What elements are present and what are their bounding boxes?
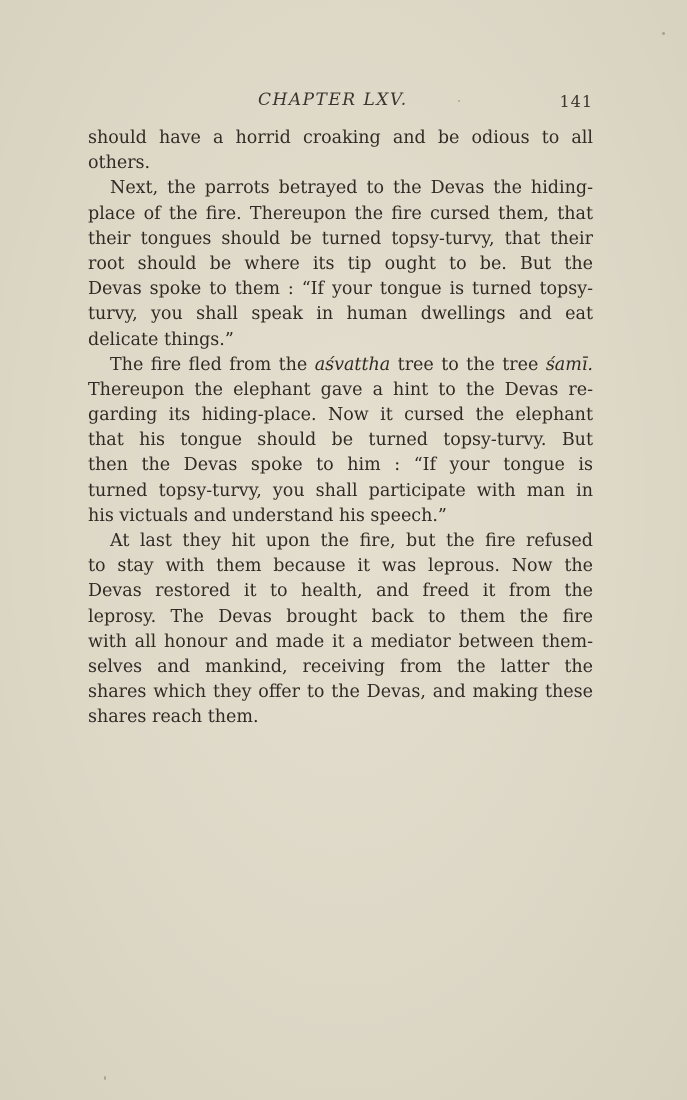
- italic-term: śamī.: [545, 354, 593, 375]
- text-line: with all honour and made it a mediator between them-: [88, 631, 593, 652]
- text-line: selves and mankind, receiving from the latter the: [88, 656, 593, 677]
- text-line: their tongues should be turned topsy-turvy, that their: [88, 228, 593, 249]
- paragraph-start-line: [88, 353, 593, 378]
- paper-speck: [662, 32, 665, 35]
- text-line: his victuals and understand his speech.”: [88, 505, 447, 526]
- page-number: 141: [559, 92, 593, 111]
- text-line: shares reach them.: [88, 707, 259, 728]
- text-segment: The fire fled from the: [110, 354, 308, 375]
- text-segment: tree to the tree: [397, 354, 539, 375]
- chapter-title: CHAPTER LXV.: [258, 90, 408, 110]
- text-line: root should be where its tip ought to be. But the: [88, 253, 593, 274]
- running-head: [88, 90, 593, 114]
- paragraph-start-line: Next, the parrots betrayed to the Devas the hiding-: [110, 178, 593, 199]
- paragraph-start-line: At last they hit upon the fire, but the fire refused: [110, 531, 593, 551]
- text-line: delicate things.”: [88, 329, 234, 350]
- paper-speck: [458, 100, 460, 102]
- text-line: Devas spoke to them : “If your tongue is turned topsy-: [88, 279, 593, 300]
- text-line: turvy, you shall speak in human dwellings and eat: [88, 304, 593, 325]
- text-line: to stay with them because it was leprous. Now the: [88, 556, 593, 577]
- italic-term: aśvattha: [314, 354, 391, 375]
- paper-speck: [104, 1076, 106, 1080]
- text-line: others.: [88, 153, 151, 174]
- text-line: turned topsy-turvy, you shall participate with man in: [88, 480, 593, 501]
- text-line: Devas restored it to health, and freed it from the: [88, 581, 593, 602]
- text-line: leprosy. The Devas brought back to them the fire: [88, 606, 593, 627]
- text-line: shares which they offer to the Devas, and making these: [88, 682, 593, 703]
- text-line: Thereupon the elephant gave a hint to the Devas re-: [88, 379, 593, 400]
- text-line: that his tongue should be turned topsy-turvy. But: [88, 430, 593, 451]
- text-line: garding its hiding-place. Now it cursed the elephant: [88, 405, 593, 426]
- text-line: should have a horrid croaking and be odious to all: [88, 128, 593, 148]
- body-text: [88, 126, 593, 731]
- text-line: place of the fire. Thereupon the fire cursed them, that: [88, 203, 593, 224]
- text-line: then the Devas spoke to him : “If your tongue is: [88, 455, 593, 476]
